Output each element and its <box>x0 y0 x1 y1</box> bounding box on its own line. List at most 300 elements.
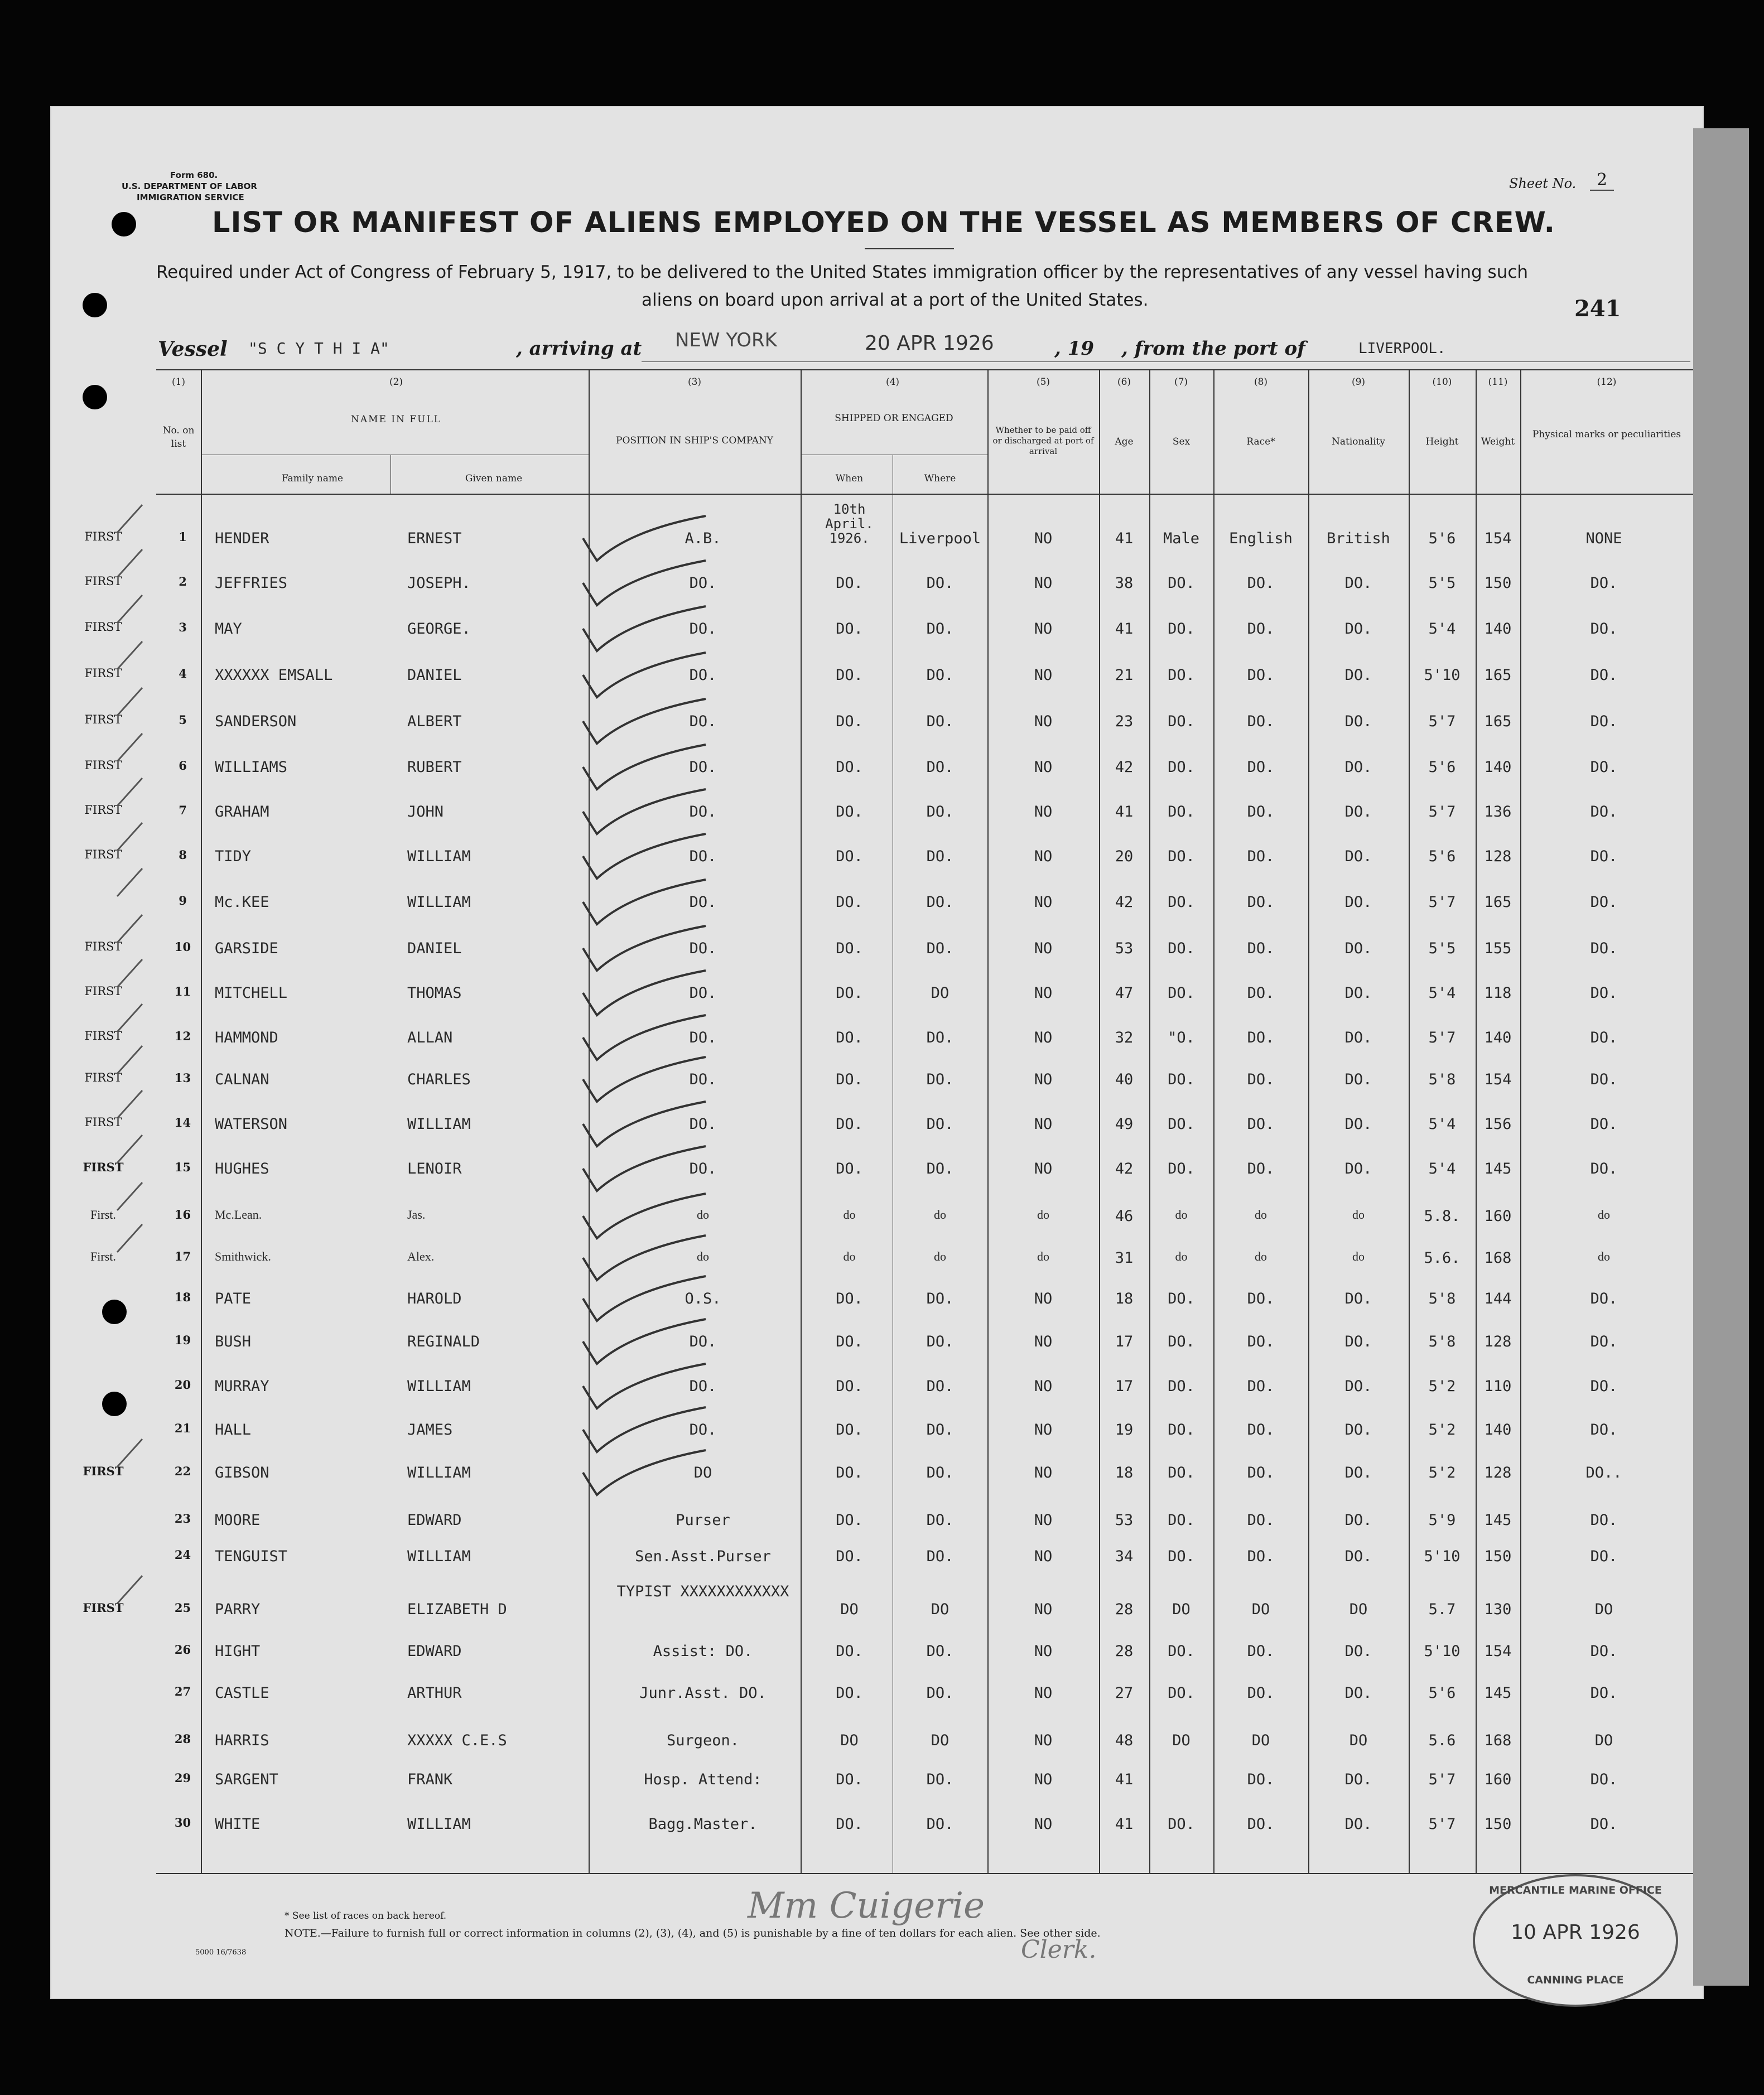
cell-nationality: DO. <box>1344 667 1372 684</box>
cell-weight: 165 <box>1484 894 1512 911</box>
cell-sex: DO. <box>1168 1643 1195 1660</box>
cell-marks: DO. <box>1590 984 1618 1002</box>
col-number-4: (4) <box>885 376 900 388</box>
cell-no: 1 <box>179 530 187 544</box>
cell-where: DO. <box>926 1548 954 1565</box>
cell-age: 48 <box>1115 1732 1134 1749</box>
cell-height: 5.7 <box>1428 1601 1456 1618</box>
table-row <box>0 1208 1764 1247</box>
cell-marks: DO. <box>1590 1771 1618 1788</box>
cell-no: 10 <box>174 940 191 954</box>
cell-when: do <box>843 1249 856 1263</box>
cell-where: DO. <box>926 620 954 638</box>
cell-family: HALL <box>215 1421 252 1438</box>
cell-family: MOORE <box>215 1512 261 1529</box>
cell-height: 5'5 <box>1428 940 1456 957</box>
cell-given: ERNEST <box>407 530 462 547</box>
cell-height: 5'4 <box>1428 1116 1456 1133</box>
cell-race: DO. <box>1247 1771 1275 1788</box>
cell-where: DO. <box>926 1333 954 1350</box>
cell-position: DO. <box>689 1421 717 1438</box>
table-row <box>0 1290 1764 1329</box>
cell-sex: DO. <box>1168 1290 1195 1307</box>
cell-family: WATERSON <box>215 1116 288 1133</box>
cell-where: DO. <box>926 667 954 684</box>
cell-when: DO. <box>836 1290 863 1307</box>
table-row <box>0 894 1764 933</box>
cell-age: 27 <box>1115 1684 1134 1702</box>
cell-marks: do <box>1598 1249 1610 1263</box>
cell-age: 19 <box>1115 1421 1134 1438</box>
cell-race: DO. <box>1247 1378 1275 1395</box>
cell-family: Mc.Lean. <box>215 1208 262 1222</box>
cell-sex: DO. <box>1168 1116 1195 1133</box>
cell-where: DO. <box>926 713 954 730</box>
cell-marks: DO. <box>1590 1512 1618 1529</box>
cell-where: DO <box>931 984 950 1002</box>
cell-given: WILLIAM <box>407 1378 471 1395</box>
margin-tick-icon <box>114 957 148 992</box>
cell-when: do <box>843 1208 856 1222</box>
cell-no: 9 <box>179 894 187 907</box>
cell-paid: NO <box>1034 530 1053 547</box>
cell-nationality: British <box>1327 530 1390 547</box>
cell-age: 42 <box>1115 894 1134 911</box>
cell-family: GARSIDE <box>215 940 278 957</box>
margin-tick-icon <box>114 685 148 721</box>
cell-position: DO. <box>689 1116 717 1133</box>
cell-family: HAMMOND <box>215 1029 278 1046</box>
cell-position: DO. <box>689 940 717 957</box>
cell-weight: 154 <box>1484 1071 1512 1088</box>
cell-given: ALBERT <box>407 713 462 730</box>
cell-age: 41 <box>1115 530 1134 547</box>
cell-when: DO. <box>836 1029 863 1046</box>
cell-nationality: DO. <box>1344 1116 1372 1133</box>
table-row <box>0 1378 1764 1417</box>
cell-paid: NO <box>1034 894 1053 911</box>
cell-race: DO. <box>1247 667 1275 684</box>
cell-race: DO. <box>1247 1512 1275 1529</box>
cell-age: 18 <box>1115 1290 1134 1307</box>
cell-race: DO <box>1251 1732 1270 1749</box>
cell-margin: FIRST <box>84 1071 122 1084</box>
cell-family: MITCHELL <box>215 984 288 1002</box>
cell-where: DO. <box>926 1378 954 1395</box>
cell-paid: NO <box>1034 1333 1053 1350</box>
cell-position: Hosp. Attend: <box>644 1771 762 1788</box>
cell-sex: DO. <box>1168 984 1195 1002</box>
cell-paid: NO <box>1034 1684 1053 1702</box>
check-mark-icon <box>580 877 709 929</box>
cell-sex: DO. <box>1168 1421 1195 1438</box>
cell-nationality: DO. <box>1344 759 1372 776</box>
margin-tick-icon <box>114 1222 148 1257</box>
cell-no: 17 <box>174 1249 191 1263</box>
cell-where: DO. <box>926 1290 954 1307</box>
vessel-name: "S C Y T H I A" <box>248 339 389 358</box>
margin-tick-icon <box>114 1043 148 1079</box>
cell-no: 12 <box>174 1029 191 1043</box>
cell-no: 21 <box>174 1421 191 1435</box>
cell-margin: First. <box>90 1208 116 1222</box>
cell-weight: 128 <box>1484 848 1512 865</box>
table-row <box>0 848 1764 887</box>
cell-no: 15 <box>174 1160 191 1174</box>
cell-position: A.B. <box>685 530 721 547</box>
cell-where: DO. <box>926 940 954 957</box>
cell-height: 5'2 <box>1428 1464 1456 1481</box>
cell-marks: DO. <box>1590 1333 1618 1350</box>
cell-no: 28 <box>174 1732 191 1746</box>
margin-tick-icon <box>114 866 148 901</box>
cell-family: MAY <box>215 620 242 638</box>
check-mark-icon <box>580 604 709 656</box>
cell-margin: FIRST <box>83 1160 124 1174</box>
header-shipped-engaged: SHIPPED OR ENGAGED <box>835 413 953 424</box>
cell-height: 5'7 <box>1428 803 1456 820</box>
cell-race: DO. <box>1247 1548 1275 1565</box>
cell-margin: FIRST <box>84 984 122 998</box>
cell-when: DO. <box>836 1116 863 1133</box>
margin-tick-icon <box>114 1573 148 1609</box>
cell-weight: 160 <box>1484 1208 1512 1225</box>
cell-weight: 150 <box>1484 1548 1512 1565</box>
cell-family: BUSH <box>215 1333 252 1350</box>
table-row <box>0 1512 1764 1551</box>
cell-no: 18 <box>174 1290 191 1304</box>
col-number-10: (10) <box>1432 376 1452 388</box>
header-position: POSITION IN SHIP'S COMPANY <box>616 435 773 446</box>
cell-when: DO. <box>836 667 863 684</box>
margin-tick-icon <box>114 731 148 766</box>
cell-age: 28 <box>1115 1643 1134 1660</box>
arriving-port: NEW YORK <box>675 329 777 351</box>
cell-no: 14 <box>174 1116 191 1129</box>
cell-given: WILLIAM <box>407 1116 471 1133</box>
cell-no: 30 <box>174 1816 191 1829</box>
cell-weight: 156 <box>1484 1116 1512 1133</box>
cell-height: 5'4 <box>1428 620 1456 638</box>
cell-paid: NO <box>1034 620 1053 638</box>
margin-tick-icon <box>114 1132 148 1168</box>
cell-family: PATE <box>215 1290 252 1307</box>
cell-paid: NO <box>1034 803 1053 820</box>
cell-nationality: DO <box>1349 1732 1368 1749</box>
cell-given: GEORGE. <box>407 620 471 638</box>
cell-height: 5'6 <box>1428 759 1456 776</box>
cell-age: 23 <box>1115 713 1134 730</box>
year-label: , 19 <box>1054 337 1094 360</box>
form-number: Form 680. <box>170 170 218 180</box>
cell-marks: DO. <box>1590 1071 1618 1088</box>
check-mark-icon <box>580 650 709 702</box>
cell-given: WILLIAM <box>407 1548 471 1565</box>
cell-where: DO. <box>926 1643 954 1660</box>
cell-weight: 140 <box>1484 759 1512 776</box>
cell-nationality: DO. <box>1344 1512 1372 1529</box>
table-row <box>0 575 1764 614</box>
cell-where: DO. <box>926 1771 954 1788</box>
cell-position: DO. <box>689 1333 717 1350</box>
cell-position: DO. <box>689 1378 717 1395</box>
cell-marks: DO. <box>1590 894 1618 911</box>
cell-position: DO. <box>689 713 717 730</box>
cell-where: DO. <box>926 1071 954 1088</box>
cell-height: 5'4 <box>1428 1160 1456 1177</box>
cell-when: DO. <box>836 803 863 820</box>
cell-sex: DO. <box>1168 1333 1195 1350</box>
cell-no: 20 <box>174 1378 191 1392</box>
table-row <box>0 501 1764 569</box>
cell-nationality: DO. <box>1344 1160 1372 1177</box>
table-row <box>0 803 1764 842</box>
header-nationality: Nationality <box>1332 436 1385 447</box>
cell-nationality: DO. <box>1344 1643 1372 1660</box>
cell-family: CALNAN <box>215 1071 269 1088</box>
cell-height: 5'8 <box>1428 1290 1456 1307</box>
cell-where: DO. <box>926 803 954 820</box>
cell-race: DO. <box>1247 759 1275 776</box>
cell-height: 5'2 <box>1428 1378 1456 1395</box>
table-row <box>0 1333 1764 1372</box>
cell-height: 5.6. <box>1424 1249 1461 1267</box>
cell-position: Surgeon. <box>666 1732 740 1749</box>
cell-weight: 128 <box>1484 1333 1512 1350</box>
cell-paid: do <box>1037 1249 1049 1263</box>
cell-no: 24 <box>174 1548 191 1562</box>
cell-paid: NO <box>1034 1548 1053 1565</box>
table-row <box>0 1116 1764 1155</box>
cell-sex: DO. <box>1168 667 1195 684</box>
cell-marks: DO. <box>1590 1290 1618 1307</box>
cell-race: do <box>1255 1249 1267 1263</box>
cell-sex: DO. <box>1168 1464 1195 1481</box>
cell-position: DO. <box>689 1029 717 1046</box>
cell-paid: NO <box>1034 1816 1053 1833</box>
cell-height: 5'10 <box>1424 1643 1461 1660</box>
cell-margin: First. <box>90 1249 116 1263</box>
cell-no: 19 <box>174 1333 191 1347</box>
cell-weight: 140 <box>1484 620 1512 638</box>
cell-paid: NO <box>1034 1601 1053 1618</box>
cell-no: 8 <box>179 848 187 862</box>
table-row <box>0 667 1764 706</box>
cell-nationality: DO. <box>1344 1333 1372 1350</box>
cell-position: O.S. <box>685 1290 721 1307</box>
table-row <box>0 1029 1764 1068</box>
cell-sex: DO. <box>1168 1378 1195 1395</box>
cell-race: DO. <box>1247 1464 1275 1481</box>
stamp-date: 10 APR 1926 <box>1511 1921 1640 1944</box>
cell-family: GRAHAM <box>215 803 269 820</box>
cell-nationality: DO. <box>1344 1464 1372 1481</box>
print-code: 5000 16/7638 <box>195 1948 247 1957</box>
cell-when: DO. <box>836 620 863 638</box>
cell-paid: NO <box>1034 1771 1053 1788</box>
cell-marks: DO. <box>1590 575 1618 592</box>
cell-given: LENOIR <box>407 1160 462 1177</box>
cell-paid: NO <box>1034 575 1053 592</box>
cell-weight: 154 <box>1484 530 1512 547</box>
table-row <box>0 1548 1764 1587</box>
cell-age: 53 <box>1115 1512 1134 1529</box>
check-mark-icon <box>580 1143 709 1196</box>
cell-no: 6 <box>179 759 187 773</box>
cell-family: GIBSON <box>215 1464 269 1481</box>
cell-nationality: do <box>1352 1208 1365 1222</box>
cell-no: 27 <box>174 1684 191 1698</box>
cell-family: HARRIS <box>215 1732 269 1749</box>
cell-marks: DO. <box>1590 1116 1618 1133</box>
check-mark-icon <box>580 558 709 610</box>
header-paid-off: Whether to be paid off or discharged at port of arrival <box>992 425 1094 456</box>
cell-height: 5'4 <box>1428 984 1456 1002</box>
margin-tick-icon <box>114 1088 148 1123</box>
cell-sex: "O. <box>1168 1029 1195 1046</box>
header-where: Where <box>924 473 956 484</box>
cell-age: 31 <box>1115 1249 1134 1267</box>
cell-age: 41 <box>1115 1816 1134 1833</box>
cell-marks: DO. <box>1590 667 1618 684</box>
cell-no: 4 <box>179 667 187 680</box>
cell-marks: DO. <box>1590 1378 1618 1395</box>
cell-margin: FIRST <box>84 759 122 772</box>
header-no-on-list: No. on list <box>162 425 195 450</box>
cell-race: DO. <box>1247 620 1275 638</box>
cell-weight: 130 <box>1484 1601 1512 1618</box>
cell-nationality: do <box>1352 1249 1365 1263</box>
cell-sex: DO. <box>1168 1512 1195 1529</box>
cell-when: DO. <box>836 1771 863 1788</box>
header-sex: Sex <box>1172 436 1191 447</box>
cell-weight: 118 <box>1484 984 1512 1002</box>
table-row <box>0 1249 1764 1288</box>
cell-when: DO. <box>836 894 863 911</box>
cell-family: SARGENT <box>215 1771 278 1788</box>
margin-tick-icon <box>114 592 148 628</box>
cell-race: DO. <box>1247 1643 1275 1660</box>
subtitle-line2: aliens on board upon arrival at a port of the United States. <box>642 290 1149 310</box>
from-port: LIVERPOOL. <box>1358 340 1446 357</box>
cell-given: FRANK <box>407 1771 453 1788</box>
from-port-label: , from the port of <box>1121 337 1305 360</box>
cell-nationality: DO. <box>1344 803 1372 820</box>
col-number-12: (12) <box>1597 376 1617 388</box>
stamp-top-text: MERCANTILE MARINE OFFICE <box>1489 1884 1662 1896</box>
cell-position: DO. <box>689 984 717 1002</box>
cell-margin: FIRST <box>84 620 122 634</box>
cell-when: DO. <box>836 1464 863 1481</box>
cell-where: DO. <box>926 575 954 592</box>
cell-marks: DO. <box>1590 1684 1618 1702</box>
cell-marks: DO. <box>1590 713 1618 730</box>
margin-tick-icon <box>114 502 148 538</box>
cell-where: DO. <box>926 1464 954 1481</box>
cell-position: DO. <box>689 620 717 638</box>
cell-when: DO. <box>836 759 863 776</box>
table-row <box>0 1583 1764 1640</box>
margin-tick-icon <box>114 639 148 674</box>
cell-marks: DO <box>1594 1732 1613 1749</box>
cell-paid: NO <box>1034 713 1053 730</box>
table-row <box>0 1684 1764 1724</box>
header-given-name: Given name <box>465 473 523 484</box>
cell-height: 5'7 <box>1428 1029 1456 1046</box>
cell-where: DO. <box>926 1421 954 1438</box>
cell-sex: DO. <box>1168 713 1195 730</box>
header-weight: Weight <box>1481 436 1515 447</box>
cell-nationality: DO. <box>1344 1548 1372 1565</box>
cell-weight: 150 <box>1484 575 1512 592</box>
cell-no: 23 <box>174 1512 191 1526</box>
cell-age: 46 <box>1115 1208 1134 1225</box>
table-row <box>0 1732 1764 1771</box>
cell-age: 28 <box>1115 1601 1134 1618</box>
cell-nationality: DO. <box>1344 1290 1372 1307</box>
cell-weight: 140 <box>1484 1421 1512 1438</box>
col-number-11: (11) <box>1488 376 1508 388</box>
cell-no: 3 <box>179 620 187 634</box>
footer-note: NOTE.—Failure to furnish full or correct information in columns (2), (3), (4), and (5) is punishable by a fine of ten dollars for each alien. See other side. <box>285 1927 1101 1939</box>
margin-tick-icon <box>114 1180 148 1215</box>
cell-marks: DO. <box>1590 1029 1618 1046</box>
cell-sex: DO. <box>1168 1071 1195 1088</box>
cell-nationality: DO. <box>1344 575 1372 592</box>
cell-position: DO. <box>689 894 717 911</box>
mercantile-marine-stamp <box>1473 1874 1678 2007</box>
cell-nationality: DO. <box>1344 1816 1372 1833</box>
cell-sex: DO. <box>1168 759 1195 776</box>
cell-margin: FIRST <box>84 713 122 726</box>
cell-margin: FIRST <box>84 1116 122 1129</box>
subtitle-line1: Required under Act of Congress of February 5, 1917, to be delivered to the United States immigration officer by the representatives of any vessel having such <box>156 262 1529 282</box>
cell-sex: DO <box>1172 1732 1191 1749</box>
cell-given: WILLIAM <box>407 1464 471 1481</box>
cell-where: DO. <box>926 894 954 911</box>
header-name-in-full: NAME IN FULL <box>350 414 442 425</box>
cell-where: DO. <box>926 1684 954 1702</box>
cell-when: DO. <box>836 1684 863 1702</box>
cell-sex: DO. <box>1168 848 1195 865</box>
cell-age: 53 <box>1115 940 1134 957</box>
page-title: LIST OR MANIFEST OF ALIENS EMPLOYED ON THE VESSEL AS MEMBERS OF CREW. <box>212 206 1556 239</box>
cell-paid: NO <box>1034 1290 1053 1307</box>
cell-height: 5'2 <box>1428 1421 1456 1438</box>
cell-margin: FIRST <box>84 530 122 543</box>
cell-weight: 136 <box>1484 803 1512 820</box>
cell-given: EDWARD <box>407 1643 462 1660</box>
cell-given: WILLIAM <box>407 848 471 865</box>
cell-position: TYPIST XXXXXXXXXXXX <box>616 1583 789 1600</box>
table-row <box>0 1816 1764 1855</box>
cell-weight: 145 <box>1484 1160 1512 1177</box>
cell-paid: NO <box>1034 759 1053 776</box>
cell-margin: FIRST <box>84 940 122 953</box>
cell-no: 22 <box>174 1464 191 1478</box>
cell-position: do <box>697 1249 709 1263</box>
cell-given: JOHN <box>407 803 444 820</box>
cell-race: DO <box>1251 1601 1270 1618</box>
check-mark-icon <box>580 831 709 884</box>
margin-tick-icon <box>114 1001 148 1037</box>
cell-given: XXXXX C.E.S <box>407 1732 507 1749</box>
cell-age: 18 <box>1115 1464 1134 1481</box>
cell-margin: FIRST <box>84 1029 122 1042</box>
races-note: * See list of races on back hereof. <box>285 1910 447 1922</box>
header-age: Age <box>1115 436 1134 447</box>
stamp-number: 241 <box>1574 296 1621 322</box>
